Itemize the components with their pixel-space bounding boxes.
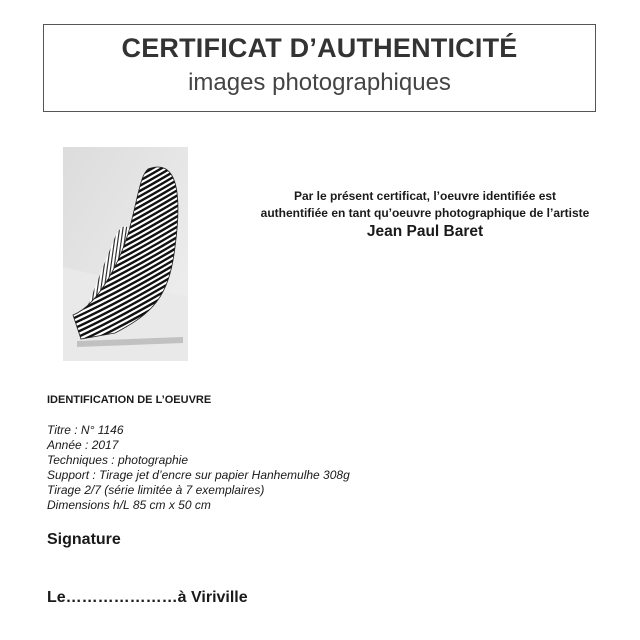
detail-title: Titre : N° 1146 [47, 423, 124, 437]
certificate-title: CERTIFICAT D’AUTHENTICITÉ [121, 33, 518, 63]
detail-technique: Techniques : photographie [47, 453, 188, 467]
detail-support: Support : Tirage jet d’encre sur papier Hanhemulhe 308g [47, 468, 350, 482]
detail-dimensions: Dimensions h/L 85 cm x 50 cm [47, 498, 211, 512]
identification-heading: IDENTIFICATION DE L’OEUVRE [47, 394, 212, 406]
artwork-photo [63, 147, 188, 361]
artist-name: Jean Paul Baret [366, 223, 484, 240]
signature-label: Signature [47, 531, 121, 548]
statement-line-2: authentifiée en tant qu’oeuvre photographique de l’artiste [260, 206, 590, 220]
certificate-header [43, 24, 596, 112]
certificate-statement [215, 188, 635, 241]
detail-year: Année : 2017 [47, 438, 119, 452]
statement-line-1: Par le présent certificat, l’oeuvre identifiée est [293, 189, 557, 203]
certificate-subtitle: images photographiques [188, 69, 451, 96]
artwork-details [47, 423, 350, 513]
place-date-line: Le…………………à Viriville [47, 589, 248, 606]
detail-edition: Tirage 2/7 (série limitée à 7 exemplaires) [47, 483, 265, 497]
